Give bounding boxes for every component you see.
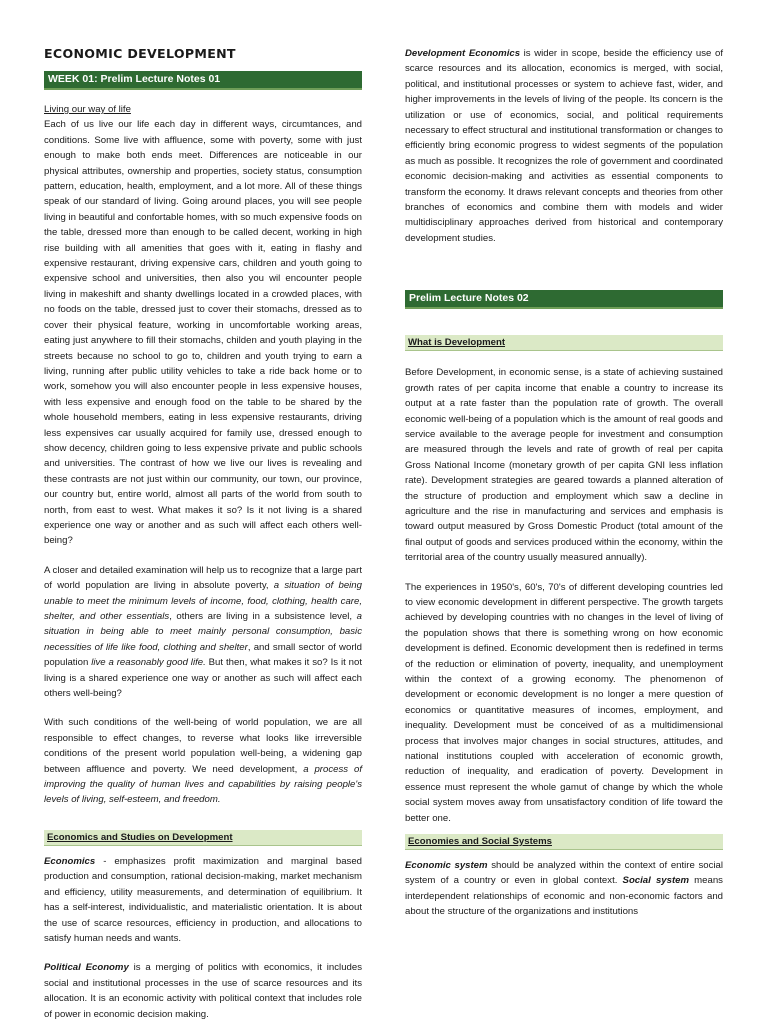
development-definition-paragraph: Before Development, in economic sense, is a state of achieving sustained growth rates of per capita income that enable a country to increase its output at a rate faster than the population rate of growth. The overall economic well-being of a population which is the amount of real goods and service available to the average people for investment and consumption are measured through the levels and rate of growth of real per capita Gross National Income (monetary growth of per capita GNI less inflation rate). Development strategies are geared towards a planned alteration of the structure of production and employment which saw a decline in agriculture and the rise in manufacturing and services and emphasis is toward output measured by Gross Domestic Product (total amount of the final output of goods and services produced within the economy, within the territorial area of the country usually measured annually). (405, 367, 723, 564)
document-title: ECONOMIC DEVELOPMENT (44, 46, 236, 61)
living-heading: Living our way of life (44, 104, 131, 115)
political-economy-paragraph: Political Economy is a merging of politics with economics, it includes social and institutional processes in the use of scarce resources and its allocation. It is an economic activity with political context that includes role of power in economic decision making. (44, 962, 362, 1020)
week-banner: WEEK 01: Prelim Lecture Notes 01 (44, 71, 362, 90)
poverty-paragraph: A closer and detailed examination will help us to recognize that a large part of world population are living in absolute poverty, a situation of being unable to meet the minimum levels of income, food, clothing, health care, shelter, and other essentials, others are living in a subsistence level, a situation in being able to meet mainly personal consumption, basic necessities of life like food, clothing and shelter, and small sector of world population live a reasonably good life. But then, what makes it so? Is it not living is a shared experience one way or another as such will affect each others well-being? (44, 564, 363, 700)
economics-paragraph: Economics - emphasizes profit maximization and marginal based production and consumption, rational decision-making, market mechanism and efficiency, utility measurements, and determination of equilibrium. It has a self-interest, individualistic, and materialistic orientation. It is about the use of scarce resources, efficiency in production, and allocations to satisfy human needs and wants. (44, 855, 362, 944)
prelim-notes-02-banner: Prelim Lecture Notes 02 (405, 290, 723, 309)
what-is-development-heading: What is Development (405, 335, 723, 351)
development-economics-paragraph: Development Economics is wider in scope, beside the efficiency use of scarce resources and its allocation, economics is merged, with social, political, and institutional processes or system to achieve fast, wider, and higher improvements in the levels of living of the people. Its concern is the utilization or use of economics, social, and political requirements necessary to effect structural and institutional transformation or changes to efficiently bring economic progress to widest segments of the population as much as possible. It recognizes the role of government and coordinated economic decision-making and activities as essential components to transform the economy. It draws relevant concepts and theories from other branches of economics and combine them with models and wider multidisciplinary approaches derived from historical and contemporary development studies. (405, 48, 723, 244)
economies-social-systems-heading: Economies and Social Systems (405, 834, 723, 850)
right-column (405, 46, 723, 920)
development-redefined-paragraph: The experiences in 1950's, 60's, 70's of different developing countries led to view economic development in different perspective. The growth targets achieved by developing countries with no changes in the level of living of the population shows that there is something wrong on how economic development is defined. Economic development then is redefined in terms of the reduction or elimination of poverty, inequality, and unemployment within the context of a growing economy. The phenomenon of development or economic development is no longer a mere question of economics or quantitative measures of incomes, employment, and inequality. Development must be conceived of as a multidimensional process that involves major changes in social structures, attitudes, and national institutions coupled with acceleration of economic growth, reduction of inequality, and eradication of poverty. Development in essence must represent the whole gamut of change by which the whole social system moves away from unsatisfactory condition of life toward the better one. (405, 581, 723, 824)
econ-studies-heading: Economics and Studies on Development (44, 830, 362, 846)
economic-system-paragraph: Economic system should be analyzed within the context of entire social system of a country or even in global context. Social system means interdependent relationships of economic and non-economic factors and about the structure of the organizations and institutions (405, 860, 723, 918)
development-need-paragraph: With such conditions of the well-being of world population, we are all responsible to effect changes, to reverse what looks like irreversible conditions of the present world population well-being, a widening gap between affluence and poverty. We need development, a process of improving the quality of human lives and capabilities by raising people's levels of living, self-esteem, and freedom. (44, 717, 362, 806)
left-column (44, 46, 362, 1022)
living-paragraph: Each of us live our life each day in different ways, circumtances, and conditions. Some live with affluence, some with poverty, some with just enough to make both ends meet. Differences are noticeable in our physical attributes, ownership and properties, society status, consumption pattern, education, health, employment, and a lot more. All of these things speak of our standard of living. Going around places, you will see people living in beautiful and confortable homes, with so much expensive foods on the table, dressed more than enough to be called decent, working in high rise building with all amenities that goes with it, eating in flashy and expensive restaurant, driving expensive cars, children and youth going to expensive school and universities, then also you wil encounter people living in makeshift and shanty dwellings located in a crowded places, with no foods on the table, dressed just to cover their stomachs, dressed as to cover their physical feature, working in uncomfortable working areas, eating just anywhere to fill their stomachs, childen and youth playing in the streets because no school to go to, children and youth trying to earn a living, running after public utility vehicles to take a ride back home or to work, somehow you will also encounter people in less expensive houses, with less expensive and enough food on the table to be shared by the whole household members, eating in less expensive restaurants, driving less expensives car usually acquired for family use, dressed enough to show decency, children going to less expensive private and public schools and universities. The contrast of how we live our lives is revealing and these contrasts are not just within our community, our town, our province, our country but, entire world, almost all parts of the world from south to north, from east to west. What makes it so? Is it not living is a shared experience one way or another and as such will affect each others well-being? (44, 119, 362, 547)
